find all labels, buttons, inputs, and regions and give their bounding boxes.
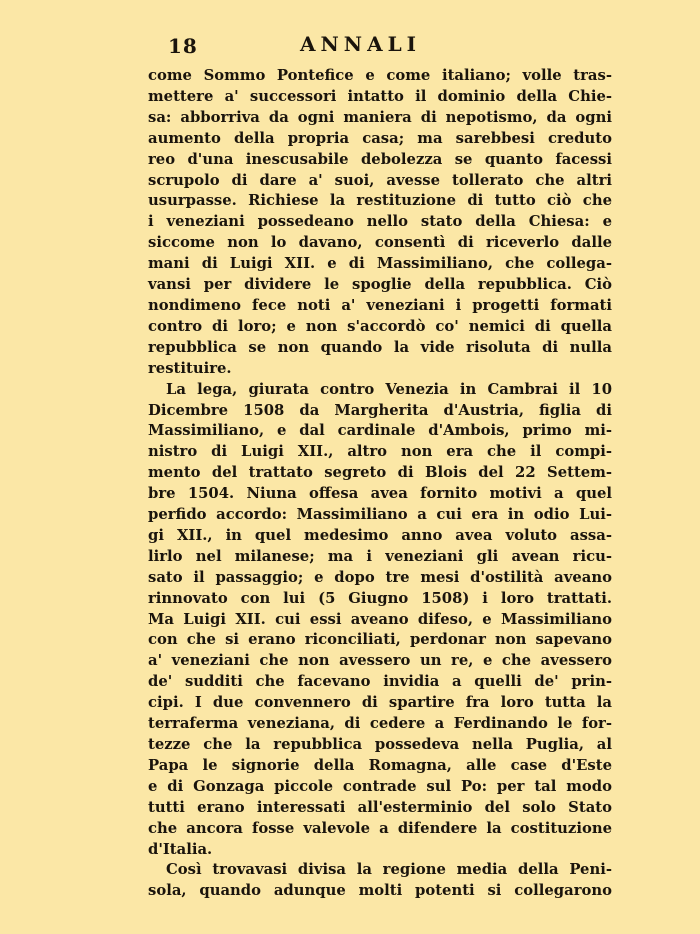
text-line: scrupolo di dare a' suoi, avesse tollerato che altri (148, 171, 612, 189)
text-line: reo d'una inescusabile debolezza se quanto facessi (148, 150, 612, 168)
text-line: cipi. I due convennero di spartire fra loro tutta la (148, 694, 612, 712)
text-line: tezze che la repubblica possedeva nella Puglia, al (148, 736, 612, 753)
text-line: Ma Luigi XII. cui essi aveano difeso, e Massimiliano (148, 610, 612, 628)
text-line: sato il passaggio; e dopo tre mesi d'ostilità aveano (148, 568, 612, 586)
text-line: aumento della propria casa; ma sarebbesi creduto (148, 129, 612, 147)
text-line: con che si erano riconciliati, perdonar non sapevano (148, 631, 612, 649)
text-line: sa: abborriva da ogni maniera di nepotismo, da ogni (148, 108, 612, 126)
text-line: d'Italia. (148, 840, 213, 858)
text-line: lirlo nel milanese; ma i veneziani gli avean ricu- (148, 547, 612, 565)
text-line: Massimiliano, e dal cardinale d'Ambois, primo mi- (148, 422, 612, 440)
text-line: Papa le signorie della Romagna, alle case d'Este (148, 756, 612, 774)
text-line: nondimeno fece noti a' veneziani i progetti formati (148, 296, 612, 314)
body-text (148, 66, 612, 902)
text-line: a' veneziani che non avessero un re, e che avessero (148, 652, 612, 670)
running-title: ANNALI (300, 32, 422, 56)
text-line: restituire. (148, 359, 232, 377)
text-line: tutti erano interessati all'esterminio del solo Stato (148, 798, 612, 816)
text-line: mento del trattato segreto di Blois del 22 Settem- (148, 464, 612, 482)
text-line: nistro di Luigi XII., altro non era che il compi- (148, 443, 612, 461)
text-line: che ancora fosse valevole a difendere la costituzione (148, 819, 612, 837)
text-line: vansi per dividere le spoglie della repubblica. Ciò (148, 276, 612, 294)
text-line: sola, quando adunque molti potenti si collegarono (148, 882, 612, 900)
text-line: siccome non lo davano, consentì di riceverlo dalle (148, 234, 612, 252)
text-line: i veneziani possedeano nello stato della Chiesa: e (148, 213, 612, 231)
text-line: mettere a' successori intatto il dominio della Chie- (148, 87, 612, 105)
text-line: perfido accordo: Massimiliano a cui era in odio Lui- (148, 506, 612, 524)
text-line: usurpasse. Richiese la restituzione di tutto ciò che (148, 192, 612, 210)
page-number: 18 (168, 34, 198, 58)
text-line: e di Gonzaga piccole contrade sul Po: per tal modo (148, 777, 612, 795)
text-line: mani di Luigi XII. e di Massimiliano, che collega- (148, 255, 612, 273)
text-line: contro di loro; e non s'accordò co' nemici di quella (148, 317, 612, 335)
page-header (0, 28, 700, 58)
text-line: gi XII., in quel medesimo anno avea voluto assa- (148, 526, 612, 544)
text-line: come Sommo Pontefice e come italiano; volle tras- (148, 67, 612, 84)
text-line: rinnovato con lui (5 Giugno 1508) i loro trattati. (148, 589, 612, 607)
text-line: terraferma veneziana, di cedere a Ferdinando le for- (148, 715, 612, 733)
text-line: La lega, giurata contro Venezia in Cambrai il 10 (166, 380, 612, 398)
text-line: Così trovavasi divisa la regione media della Peni- (166, 861, 612, 879)
text-line: de' sudditi che facevano invidia a quelli de' prin- (148, 673, 612, 691)
text-line: Dicembre 1508 da Margherita d'Austria, figlia di (148, 401, 612, 419)
text-line: repubblica se non quando la vide risoluta di nulla (148, 338, 612, 356)
text-line: bre 1504. Niuna offesa avea fornito motivi a quel (148, 485, 612, 503)
